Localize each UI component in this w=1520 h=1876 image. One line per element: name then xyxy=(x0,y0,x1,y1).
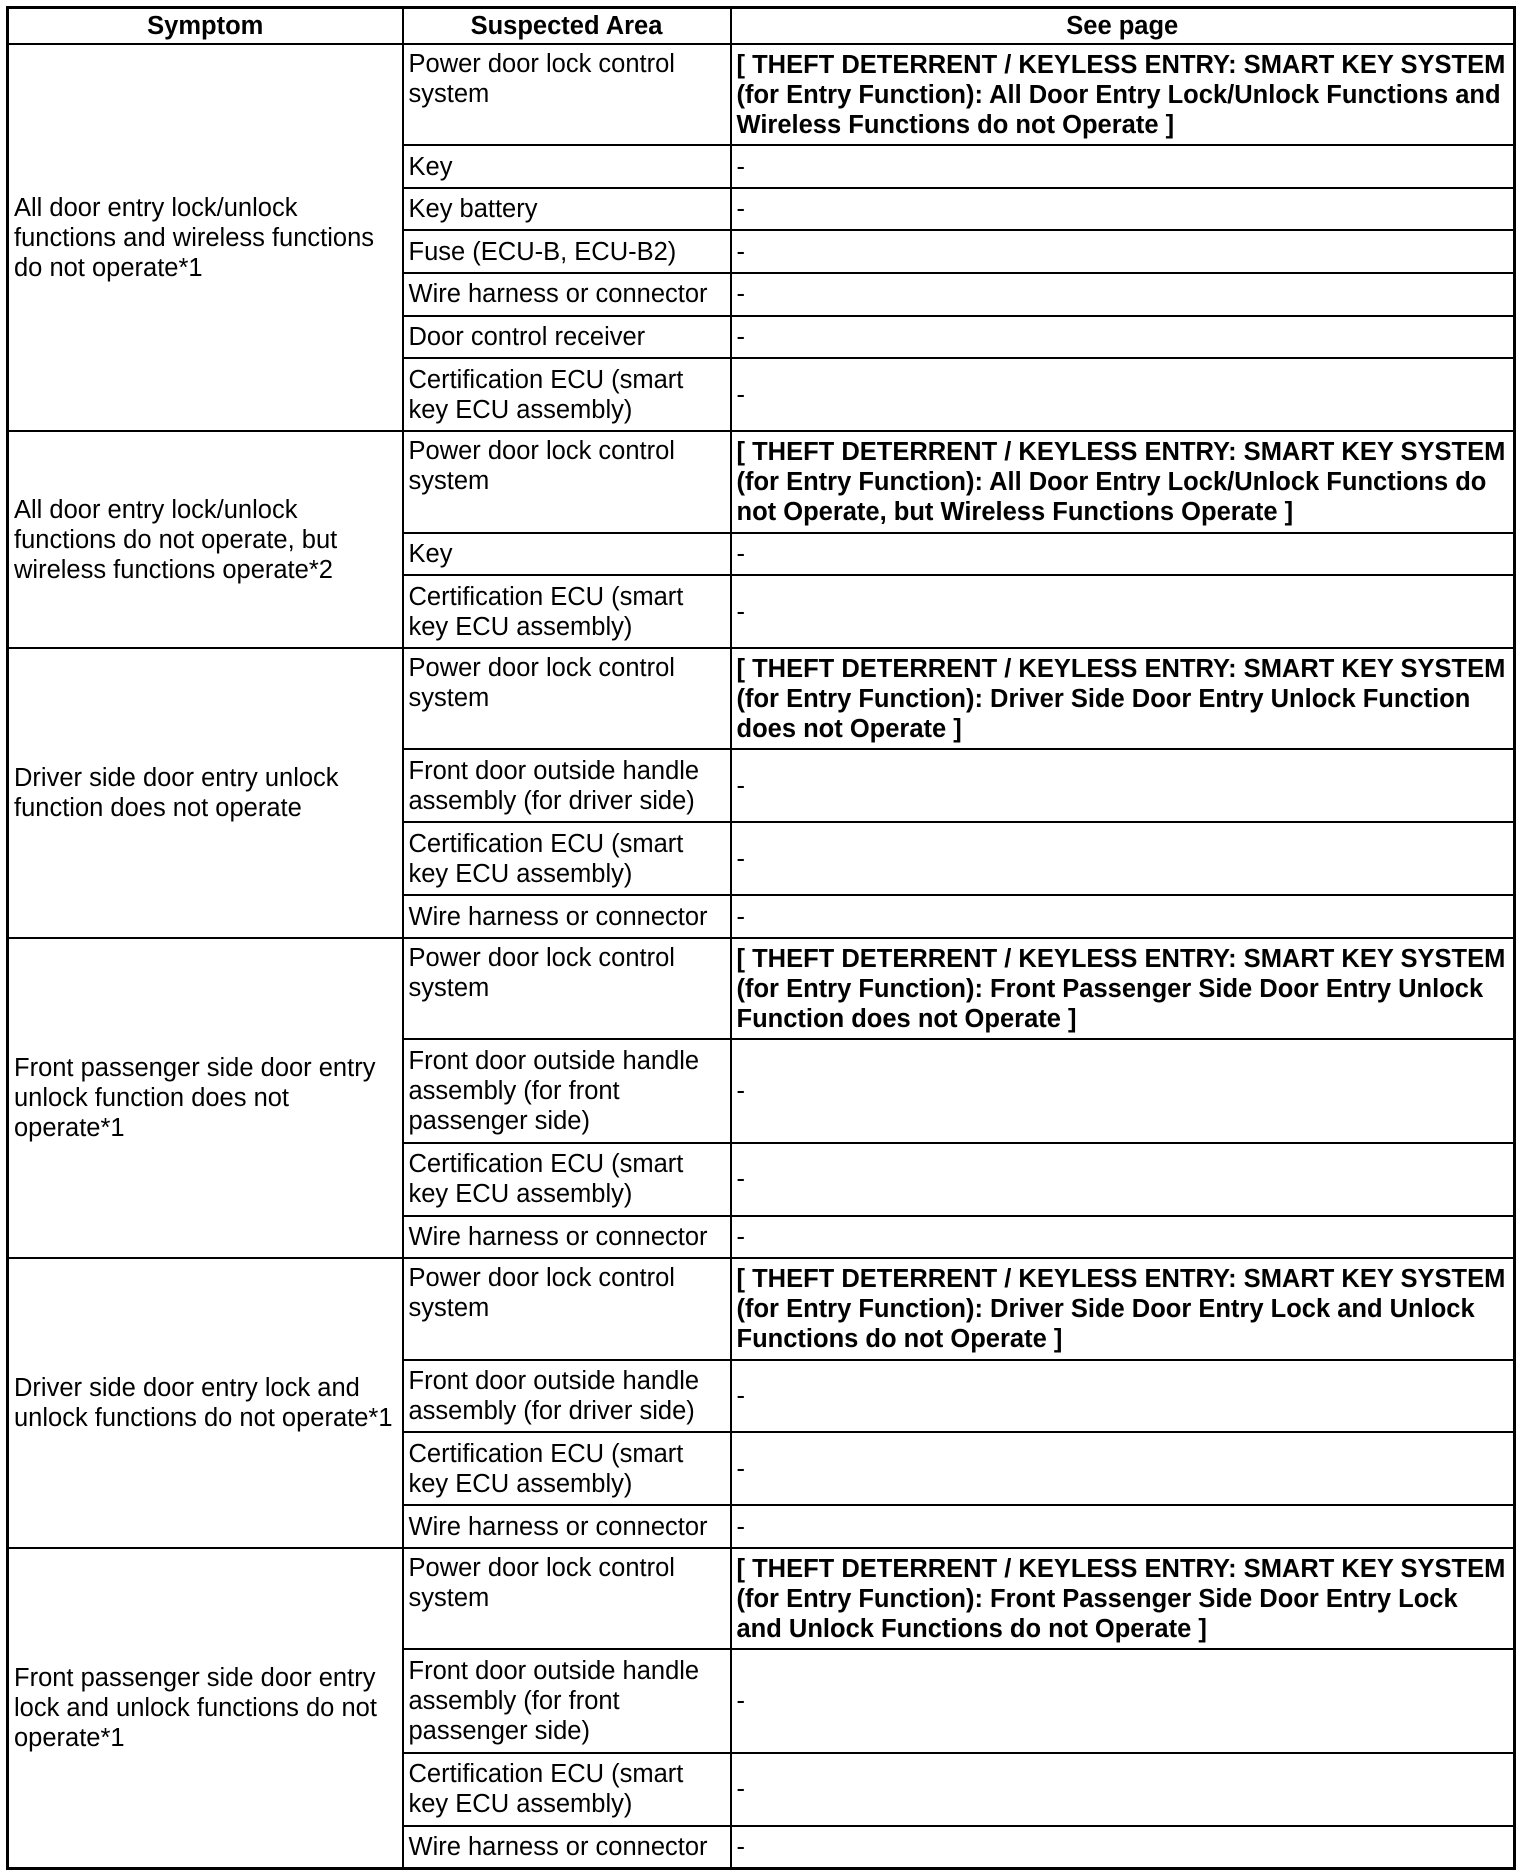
see-page-cell: - xyxy=(731,822,1515,895)
suspected-area-cell: Wire harness or connector xyxy=(403,1216,731,1259)
table-row xyxy=(8,431,1515,532)
see-page-cell: - xyxy=(731,575,1515,648)
suspected-area-cell: Certification ECU (smart key ECU assembly) xyxy=(403,822,731,895)
see-page-cell: - xyxy=(731,895,1515,938)
see-page-cell: - xyxy=(731,533,1515,576)
table-row xyxy=(8,938,1515,1039)
header-suspected-area: Suspected Area xyxy=(403,8,731,45)
symptom-cell: All door entry lock/unlock functions and wireless functions do not operate*1 xyxy=(8,44,403,431)
symptom-cell: All door entry lock/unlock functions do not operate, but wireless functions operate*2 xyxy=(8,431,403,648)
table-row xyxy=(8,648,1515,749)
problem-symptoms-table-container xyxy=(6,6,1513,1870)
see-page-cell: [ THEFT DETERRENT / KEYLESS ENTRY: SMART KEY SYSTEM (for Entry Function): Front Passenger Side Door Entry Lock and Unlock Functions do not Operate ] xyxy=(731,1548,1515,1649)
suspected-area-cell: Power door lock control system xyxy=(403,1548,731,1649)
see-page-cell: - xyxy=(731,145,1515,188)
see-page-cell: [ THEFT DETERRENT / KEYLESS ENTRY: SMART KEY SYSTEM (for Entry Function): All Door Entry Lock/Unlock Functions and Wireless Functions do not Operate ] xyxy=(731,44,1515,145)
table-row xyxy=(8,1548,1515,1649)
see-page-cell: - xyxy=(731,1649,1515,1752)
suspected-area-cell: Key xyxy=(403,145,731,188)
see-page-cell: - xyxy=(731,749,1515,822)
see-page-cell: - xyxy=(731,1505,1515,1548)
see-page-cell: - xyxy=(731,1143,1515,1216)
see-page-cell: - xyxy=(731,1360,1515,1433)
suspected-area-cell: Wire harness or connector xyxy=(403,273,731,316)
suspected-area-cell: Front door outside handle assembly (for front passenger side) xyxy=(403,1649,731,1752)
problem-symptoms-table xyxy=(6,6,1516,1870)
suspected-area-cell: Key xyxy=(403,533,731,576)
see-page-cell: [ THEFT DETERRENT / KEYLESS ENTRY: SMART KEY SYSTEM (for Entry Function): Driver Side Door Entry Lock and Unlock Functions do not Operate ] xyxy=(731,1258,1515,1359)
see-page-cell: - xyxy=(731,1753,1515,1826)
see-page-cell: - xyxy=(731,188,1515,231)
suspected-area-cell: Power door lock control system xyxy=(403,44,731,145)
table-row xyxy=(8,44,1515,145)
suspected-area-cell: Door control receiver xyxy=(403,316,731,359)
see-page-cell: - xyxy=(731,273,1515,316)
suspected-area-cell: Wire harness or connector xyxy=(403,895,731,938)
see-page-cell: - xyxy=(731,230,1515,273)
suspected-area-cell: Certification ECU (smart key ECU assembly) xyxy=(403,358,731,431)
see-page-cell: - xyxy=(731,1039,1515,1142)
header-see-page: See page xyxy=(731,8,1515,45)
see-page-cell: [ THEFT DETERRENT / KEYLESS ENTRY: SMART KEY SYSTEM (for Entry Function): Driver Side Door Entry Unlock Function does not Operate ] xyxy=(731,648,1515,749)
symptom-cell: Front passenger side door entry unlock function does not operate*1 xyxy=(8,938,403,1258)
header-row xyxy=(8,8,1515,45)
header-symptom: Symptom xyxy=(8,8,403,45)
suspected-area-cell: Certification ECU (smart key ECU assembly) xyxy=(403,575,731,648)
see-page-cell: - xyxy=(731,316,1515,359)
suspected-area-cell: Key battery xyxy=(403,188,731,231)
suspected-area-cell: Wire harness or connector xyxy=(403,1505,731,1548)
symptom-cell: Driver side door entry unlock function does not operate xyxy=(8,648,403,938)
suspected-area-cell: Front door outside handle assembly (for driver side) xyxy=(403,1360,731,1433)
suspected-area-cell: Front door outside handle assembly (for driver side) xyxy=(403,749,731,822)
symptom-cell: Driver side door entry lock and unlock functions do not operate*1 xyxy=(8,1258,403,1548)
suspected-area-cell: Power door lock control system xyxy=(403,431,731,532)
suspected-area-cell: Power door lock control system xyxy=(403,938,731,1039)
suspected-area-cell: Certification ECU (smart key ECU assembly) xyxy=(403,1432,731,1505)
suspected-area-cell: Certification ECU (smart key ECU assembly) xyxy=(403,1753,731,1826)
see-page-cell: - xyxy=(731,1216,1515,1259)
see-page-cell: - xyxy=(731,358,1515,431)
table-row xyxy=(8,1258,1515,1359)
suspected-area-cell: Fuse (ECU-B, ECU-B2) xyxy=(403,230,731,273)
see-page-cell: - xyxy=(731,1826,1515,1869)
see-page-cell: [ THEFT DETERRENT / KEYLESS ENTRY: SMART KEY SYSTEM (for Entry Function): All Door Entry Lock/Unlock Functions do not Operate, but Wireless Functions Operate ] xyxy=(731,431,1515,532)
suspected-area-cell: Power door lock control system xyxy=(403,648,731,749)
see-page-cell: [ THEFT DETERRENT / KEYLESS ENTRY: SMART KEY SYSTEM (for Entry Function): Front Passenger Side Door Entry Unlock Function does not Operate ] xyxy=(731,938,1515,1039)
symptom-cell: Front passenger side door entry lock and unlock functions do not operate*1 xyxy=(8,1548,403,1868)
suspected-area-cell: Front door outside handle assembly (for front passenger side) xyxy=(403,1039,731,1142)
suspected-area-cell: Power door lock control system xyxy=(403,1258,731,1359)
see-page-cell: - xyxy=(731,1432,1515,1505)
suspected-area-cell: Certification ECU (smart key ECU assembly) xyxy=(403,1143,731,1216)
suspected-area-cell: Wire harness or connector xyxy=(403,1826,731,1869)
